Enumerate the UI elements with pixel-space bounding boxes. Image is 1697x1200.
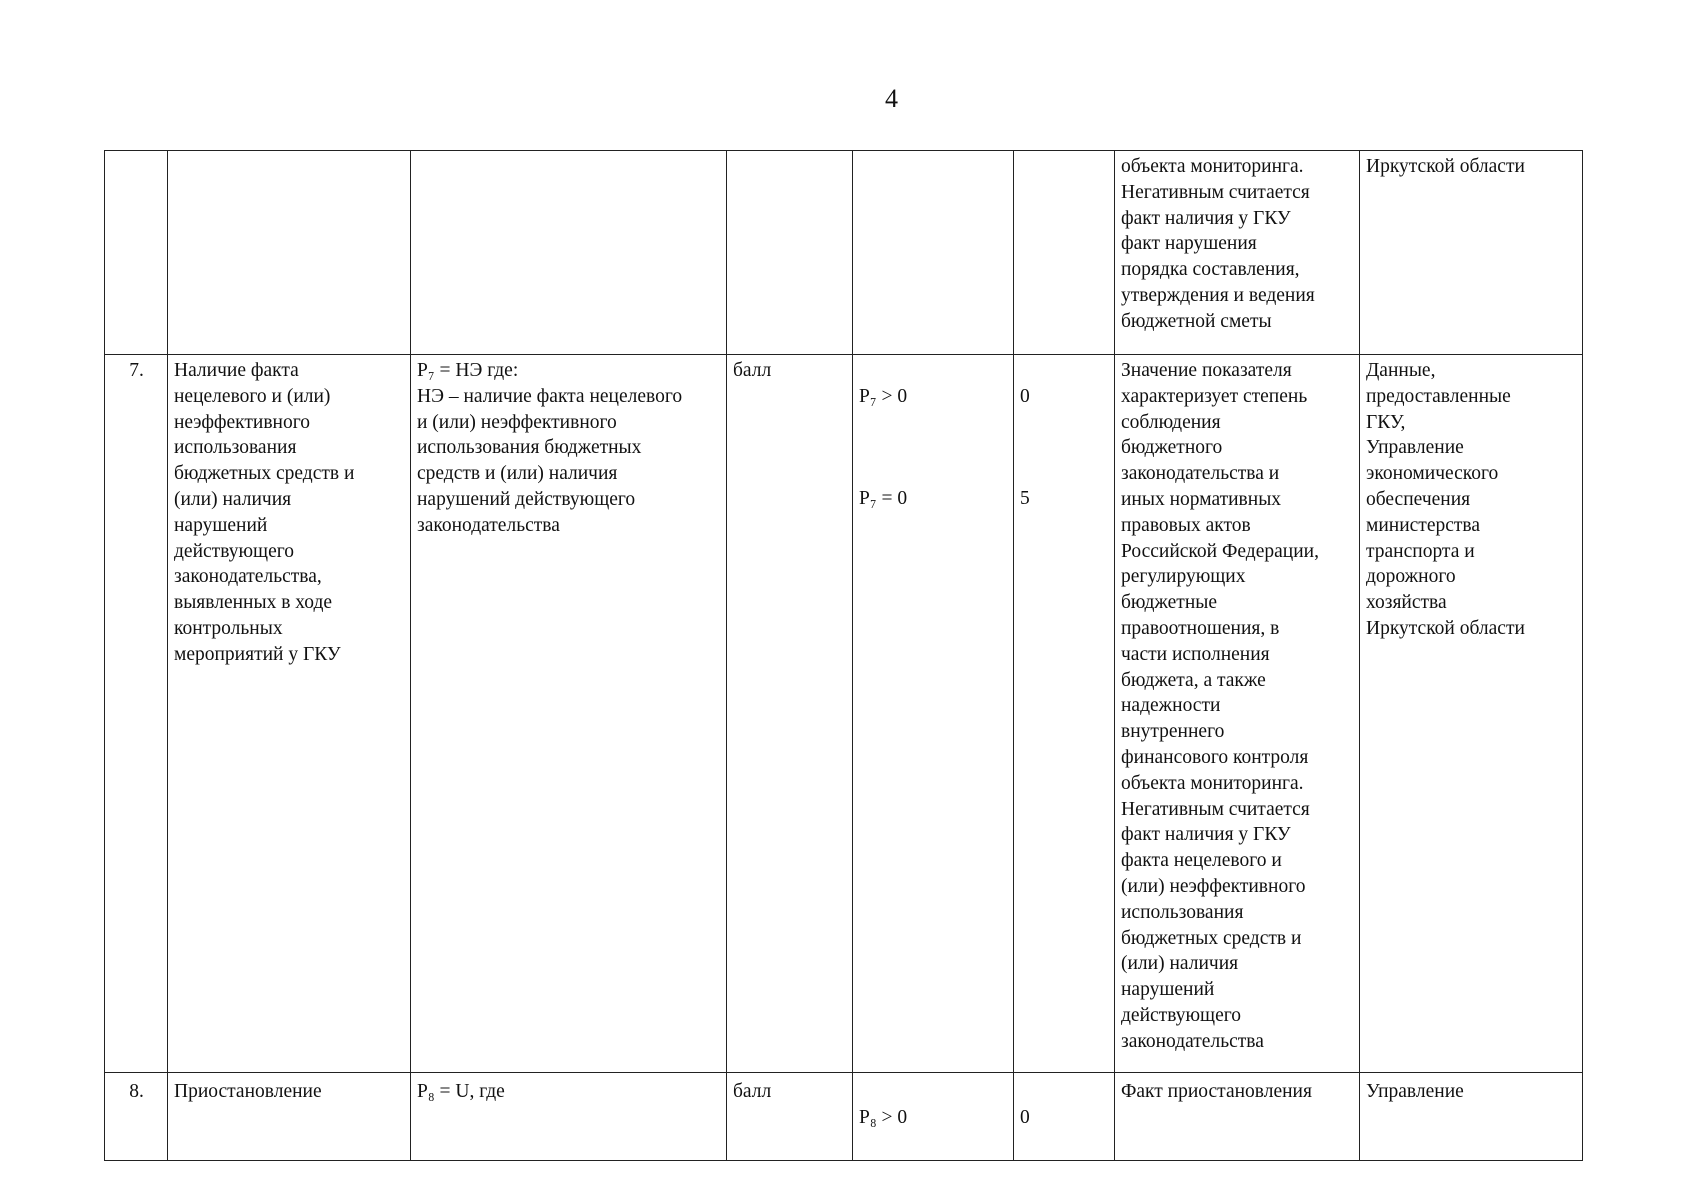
unit-cell bbox=[727, 151, 853, 355]
indicator-name-cell: Приостановление bbox=[168, 1073, 411, 1161]
indicator-name-cell bbox=[168, 151, 411, 355]
description-cell: Факт приостановления bbox=[1115, 1073, 1360, 1161]
data-source-cell: Иркутской области bbox=[1360, 151, 1583, 355]
unit-cell: балл bbox=[727, 1073, 853, 1161]
condition-cell bbox=[853, 355, 1014, 1073]
score-cell bbox=[1014, 355, 1115, 1073]
condition-value: P₇ > 0 bbox=[859, 385, 908, 407]
condition-value: P₇ = 0 bbox=[859, 488, 908, 510]
row-number-cell: 8. bbox=[105, 1073, 168, 1161]
condition-cell bbox=[853, 1073, 1014, 1161]
table-row-7 bbox=[105, 355, 1583, 1073]
data-source-cell: Управление bbox=[1360, 1073, 1583, 1161]
table-row-continued bbox=[105, 151, 1583, 355]
page-number: 4 bbox=[885, 84, 898, 113]
condition-value: P₈ > 0 bbox=[859, 1106, 908, 1128]
score-value: 0 bbox=[1020, 385, 1030, 407]
row-number-cell bbox=[105, 151, 168, 355]
condition-cell bbox=[853, 151, 1014, 355]
score-cell bbox=[1014, 1073, 1115, 1161]
formula-cell: P₇ = НЭ где: НЭ – наличие факта нецелевого и (или) неэффективного использования бюджетных средств и (или) наличия нарушений действующего законодательства bbox=[411, 355, 727, 1073]
indicator-name-cell: Наличие факта нецелевого и (или) неэффективного использования бюджетных средств и (или) наличия нарушений действующего законодательства, выявленных в ходе контрольных мероприятий у ГКУ bbox=[168, 355, 411, 1073]
row-number-cell: 7. bbox=[105, 355, 168, 1073]
indicators-table bbox=[104, 150, 1583, 1161]
table-row-8 bbox=[105, 1073, 1583, 1161]
data-source-cell: Данные, предоставленные ГКУ, Управление экономического обеспечения министерства транспорта и дорожного хозяйства Иркутской области bbox=[1360, 355, 1583, 1073]
score-cell bbox=[1014, 151, 1115, 355]
unit-cell: балл bbox=[727, 355, 853, 1073]
formula-cell: P₈ = U, где bbox=[411, 1073, 727, 1161]
score-value: 5 bbox=[1020, 488, 1030, 510]
score-value: 0 bbox=[1020, 1106, 1030, 1128]
formula-cell bbox=[411, 151, 727, 355]
description-cell: объекта мониторинга. Негативным считается факт наличия у ГКУ факт нарушения порядка составления, утверждения и ведения бюджетной сметы bbox=[1115, 151, 1360, 355]
description-cell: Значение показателя характеризует степень соблюдения бюджетного законодательства и иных нормативных правовых актов Российской Федерации, регулирующих бюджетные правоотношения, в части исполнения бюджета, а также надежности внутреннего финансового контроля объекта мониторинга. Негативным считается факт наличия у ГКУ факта нецелевого и (или) неэффективного использования бюджетных средств и (или) наличия нарушений действующего законодательства bbox=[1115, 355, 1360, 1073]
